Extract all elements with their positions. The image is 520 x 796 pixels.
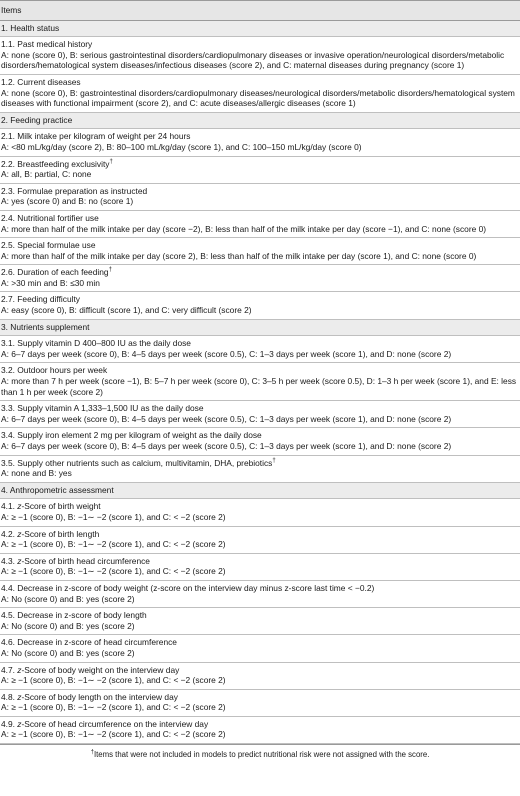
item-row (0, 336, 520, 363)
section-title (1, 23, 519, 34)
title-text: 3.1. Supply vitamin D 400–800 IU as the daily dose (1, 338, 191, 349)
item-options: A: No (score 0) and B: yes (score 2) (1, 620, 135, 631)
footnote-text: Items that were not included in models to predict nutritional risk were not assigned with the score. (93, 750, 430, 760)
item-options: A: more than half of the milk intake per day (score 2), B: less than half of the milk intake per day (score 1), and C: none (score 0) (1, 250, 477, 261)
footnote-mark: † (90, 749, 94, 756)
title-prefix: 4.1. (1, 501, 18, 512)
title-text: 1.1. Past medical history (1, 39, 93, 50)
item-row (0, 265, 520, 292)
item-options: A: >30 min and B: ≤30 min (1, 277, 100, 288)
item-options: A: ≥ −1 (score 0), B: −1∼ −2 (score 1), and C: < −2 (score 2) (1, 729, 226, 740)
title-italic: z (17, 691, 22, 702)
item-title (1, 240, 519, 251)
title-suffix: -Score of birth head circumference (21, 555, 150, 566)
title-text: 4. Anthropometric assessment (1, 484, 114, 495)
item-title (1, 529, 519, 540)
item-row (0, 157, 520, 184)
item-row (0, 238, 520, 265)
item-options: A: ≥ −1 (score 0), B: −1∼ −2 (score 1), and C: < −2 (score 2) (1, 675, 226, 686)
section-row (0, 483, 520, 500)
footnote (0, 744, 520, 760)
title-text: 3. Nutrients supplement (1, 321, 90, 332)
title-prefix: 4.9. (1, 718, 18, 729)
item-row (0, 292, 520, 319)
item-title (1, 637, 519, 648)
title-italic: z (17, 664, 22, 675)
item-row (0, 527, 520, 554)
item-row (0, 717, 520, 744)
title-text: 3.4. Supply iron element 2 mg per kilogram of weight as the daily dose (1, 430, 262, 441)
section-title (1, 322, 519, 333)
title-text: 3.2. Outdoor hours per week (1, 365, 108, 376)
title-text: 2.3. Formulae preparation as instructed (1, 185, 148, 196)
title-prefix: 4.7. (1, 664, 18, 675)
item-title (1, 719, 519, 730)
item-options: A: ≥ −1 (score 0), B: −1∼ −2 (score 1), and C: < −2 (score 2) (1, 702, 226, 713)
footnote-marker: † (109, 158, 113, 165)
item-options: A: all, B: partial, C: none (1, 169, 92, 180)
title-text: 1. Health status (1, 22, 60, 33)
item-row (0, 129, 520, 156)
item-title (1, 610, 519, 621)
item-title (1, 213, 519, 224)
footnote-marker: † (108, 267, 112, 274)
section-row (0, 21, 520, 38)
title-text: 4.4. Decrease in z-score of body weight (z-score on the interview day minus z-score last time < −0.2) (1, 582, 375, 593)
item-title (1, 365, 519, 376)
item-options: A: 6–7 days per week (score 0), B: 4–5 days per week (score 0.5), C: 1–3 days per week (score 1), and D: none (score 2) (1, 348, 452, 359)
item-row (0, 37, 520, 75)
section-title (1, 115, 519, 126)
title-suffix: -Score of birth weight (21, 501, 101, 512)
item-title (1, 77, 519, 88)
item-options: A: No (score 0) and B: yes (score 2) (1, 647, 135, 658)
item-title (1, 294, 519, 305)
item-title (1, 501, 519, 512)
item-title (1, 39, 519, 50)
item-title (1, 338, 519, 349)
item-options: A: 6–7 days per week (score 0), B: 4–5 days per week (score 0.5), C: 1–3 days per week (score 1), and D: none (score 2) (1, 441, 452, 451)
item-row (0, 428, 520, 455)
item-row (0, 608, 520, 635)
title-prefix: 4.8. (1, 691, 18, 702)
title-text: 2.1. Milk intake per kilogram of weight per 24 hours (1, 131, 191, 142)
item-title (1, 665, 519, 676)
item-row (0, 456, 520, 483)
item-options: A: yes (score 0) and B: no (score 1) (1, 196, 134, 207)
title-text: 2.4. Nutritional fortifier use (1, 212, 99, 223)
item-options: A: more than 7 h per week (score −1), B: 5–7 h per week (score 0), C: 3–5 h per week (score 0.5), D: 1–3 h per week (score 1), and E: less than 1 h per week (score 2) (1, 376, 517, 397)
title-text: 2.2. Breastfeeding exclusivity (1, 158, 110, 169)
item-row (0, 581, 520, 608)
title-text: 4.5. Decrease in z-score of body length (1, 610, 147, 621)
item-title (1, 583, 519, 594)
item-row (0, 690, 520, 717)
title-suffix: -Score of head circumference on the interview day (21, 718, 209, 729)
header-label: Items (1, 5, 22, 15)
item-title (1, 267, 519, 278)
title-suffix: -Score of body length on the interview day (21, 691, 178, 702)
title-prefix: 4.3. (1, 555, 18, 566)
title-text: 2.7. Feeding difficulty (1, 294, 80, 305)
item-title (1, 430, 519, 441)
item-options: A: 6–7 days per week (score 0), B: 4–5 days per week (score 0.5), C: 1–3 days per week (score 1), and D: none (score 2) (1, 413, 452, 424)
item-title (1, 458, 519, 469)
item-options: A: ≥ −1 (score 0), B: −1∼ −2 (score 1), and C: < −2 (score 2) (1, 566, 226, 577)
item-title (1, 159, 519, 170)
title-suffix: -Score of birth length (21, 528, 100, 539)
table-body (0, 21, 520, 744)
item-options: A: <80 mL/kg/day (score 2), B: 80–100 mL/kg/day (score 1), and C: 100–150 mL/kg/day (score 0) (1, 141, 362, 152)
table-header (0, 0, 520, 21)
title-suffix: -Score of body weight on the interview day (21, 664, 180, 675)
title-text: 3.5. Supply other nutrients such as calcium, multivitamin, DHA, prebiotics (1, 457, 273, 468)
item-options: A: ≥ −1 (score 0), B: −1∼ −2 (score 1), and C: < −2 (score 2) (1, 511, 226, 522)
title-text: 1.2. Current diseases (1, 76, 81, 87)
title-text: 4.6. Decrease in z-score of head circumference (1, 637, 177, 648)
section-title (1, 485, 519, 496)
title-prefix: 4.2. (1, 528, 18, 539)
item-row (0, 75, 520, 113)
item-row (0, 499, 520, 526)
item-options: A: none (score 0), B: serious gastrointestinal disorders/cardiopulmonary diseases or invasive operation/neurological disorders/metabolic disorders/hematological system diseases/infectious diseases (score 2), and C: maternal diseases during pregnancy (score 1) (1, 49, 505, 71)
item-row (0, 211, 520, 238)
item-options: A: No (score 0) and B: yes (score 2) (1, 593, 135, 604)
title-text: 2.6. Duration of each feeding (1, 267, 109, 278)
item-options: A: none and B: yes (1, 468, 72, 479)
item-options: A: more than half of the milk intake per day (score −2), B: less than half of the milk intake per day (score −1), and C: none (score 0) (1, 223, 487, 234)
item-row (0, 363, 520, 401)
item-options: A: easy (score 0), B: difficult (score 1), and C: very difficult (score 2) (1, 305, 252, 316)
title-text: 2.5. Special formulae use (1, 240, 96, 251)
title-text: 2. Feeding practice (1, 114, 73, 125)
footnote-marker: † (272, 457, 276, 464)
item-options: A: ≥ −1 (score 0), B: −1∼ −2 (score 1), and C: < −2 (score 2) (1, 539, 226, 550)
item-title (1, 186, 519, 197)
title-text: 3.3. Supply vitamin A 1,333–1,500 IU as the daily dose (1, 403, 204, 414)
item-row (0, 184, 520, 211)
title-italic: z (17, 718, 22, 729)
item-title (1, 403, 519, 414)
item-row (0, 635, 520, 662)
item-title (1, 556, 519, 567)
item-options: A: none (score 0), B: gastrointestinal disorders/cardiopulmonary diseases/neurological disorders/metabolic disorders/hematological system diseases with functional impairment (score 2), and C: acute diseases/allergic diseases (score 1) (1, 87, 515, 109)
item-title (1, 131, 519, 142)
item-row (0, 401, 520, 428)
title-italic: z (17, 555, 22, 566)
section-row (0, 113, 520, 130)
section-row (0, 320, 520, 337)
item-row (0, 663, 520, 690)
title-italic: z (17, 528, 22, 539)
title-italic: z (17, 501, 22, 512)
item-row (0, 554, 520, 581)
item-title (1, 692, 519, 703)
